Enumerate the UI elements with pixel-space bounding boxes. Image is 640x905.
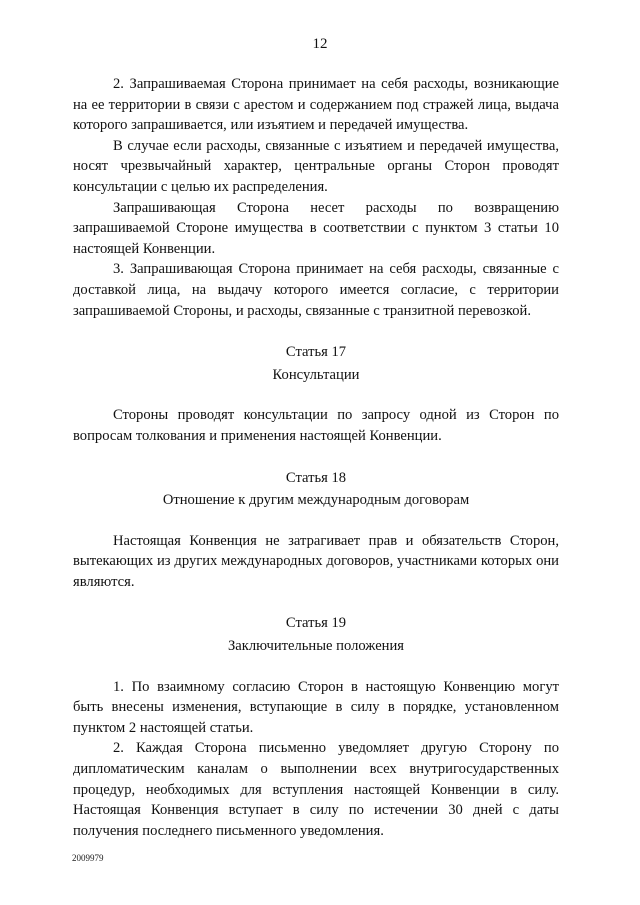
paragraph: 2. Запрашиваемая Сторона принимает на себя расходы, возникающие на ее территории в связи с арестом и содержанием под стражей лица, выдача которого запрашивается, или изъятием и передачей имущества. [73, 76, 559, 134]
page-number: 12 [312, 36, 328, 52]
article-19 [73, 613, 559, 841]
article-number: Статья 18 [285, 469, 347, 486]
article-title: Заключительные положения [227, 638, 405, 655]
paragraph: 3. Запрашивающая Сторона принимает на себя расходы, связанные с доставкой лица, на выдачу которого имеется согласие, с территории запрашиваемой Стороны, и расходы, связанные с транзитной перевозкой. [73, 261, 559, 319]
paragraph: Стороны проводят консультации по запросу одной из Сторон по вопросам толкования и применения настоящей Конвенции. [73, 407, 559, 444]
document-body [73, 74, 559, 841]
document-code: 2009979 [72, 853, 104, 863]
article-title: Отношение к другим международным договорам [162, 492, 470, 509]
article-number: Статья 19 [285, 615, 347, 632]
article-18 [73, 468, 559, 593]
paragraph: 1. По взаимному согласию Сторон в настоящую Конвенцию могут быть внесены изменения, вступающие в силу в порядке, установленном пунктом 2 настоящей статьи. [73, 678, 559, 736]
article-number: Статья 17 [285, 344, 347, 361]
paragraph: Настоящая Конвенция не затрагивает прав и обязательств Сторон, вытекающих из других международных договоров, участниками которых они являются. [73, 532, 559, 590]
paragraph: В случае если расходы, связанные с изъятием и передачей имущества, носят чрезвычайный характер, центральные органы Сторон проводят консультации с целью их распределения. [73, 137, 559, 195]
paragraph: Запрашивающая Сторона несет расходы по возвращению запрашиваемой Стороне имущества в соответствии с пунктом 3 статьи 10 настоящей Конвенции. [73, 199, 559, 257]
article-17 [73, 342, 559, 446]
article-title: Консультации [272, 366, 360, 383]
paragraph: 2. Каждая Сторона письменно уведомляет другую Сторону по дипломатическим каналам о выполнении всех внутригосударственных процедур, необходимых для вступления настоящей Конвенции в силу. Настоящая Конвенция вступает в силу по истечении 30 дней с даты получения последнего письменного уведомления. [73, 740, 559, 839]
